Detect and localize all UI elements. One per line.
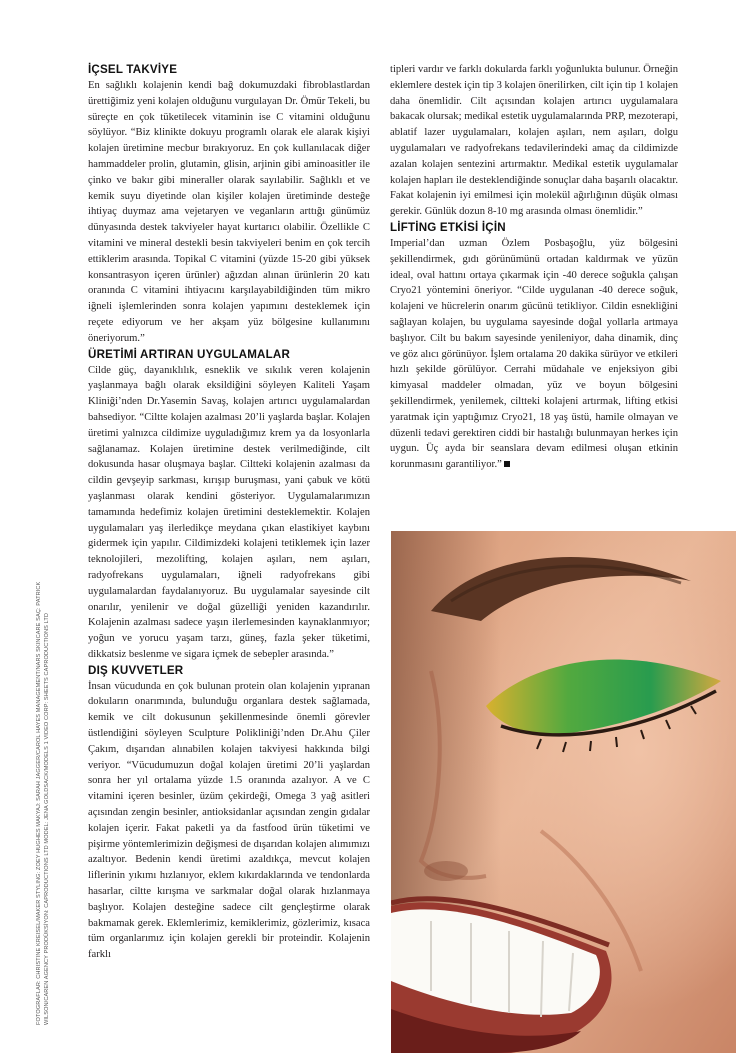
section-body-lifting-etkisi-text: Imperial’dan uzman Özlem Posbaşoğlu, yüz bölgesini şekillendirmek, gıdı görünümünü ortadan kaldırmak ve yüzün ideal, oval hattını ortaya çıkarmak için -40 derece soğukla çalışan Cryo21 yöntemini öneriyor. “Cilde uygulanan -40 derece soğuk, kolajeni ve hücrelerin onarım gücünü tetikliyor. Cildin esnekliğini sağlayan kolajen, bu uygulama sayesinde doğal yollarla artmaya başlıyor. Cilt bu bakım sayesinde yenileniyor, daha dinamik, dinç ve göz alıcı görünüyor. İşlem ortalama 20 dakika sürüyor ve etkileri hızlı şekilde görülüyor. Cerrahi müdahale ve enjeksiyon gibi kimyasal maddeler olmadan, yüz ve boyun bölgesini şekillendirmek, yenilemek, ciltteki kolajeni artırmak, lifting etkisi yaratmak için yaptığımız Cryo21, 18 yaş üstü, hamile olmayan ve düzenli tedavi gerektiren ciddi bir hastalığı bulunmayan herkes için uygun. Üç ayda bir seanslara devam edilmesi oluşan etkinin korunmasını garantiliyor.” [390, 237, 679, 471]
section-heading-uretimi-artiran: ÜRETİMİ ARTIRAN UYGULAMALAR [88, 347, 291, 361]
section-body-dis-kuvvetler: İnsan vücudunda en çok bulunan protein olan kolajenin yıpranan dokuların onarımında, bulunduğu organlara destek sağlamada, kemik ve cilt dokusunun şekillenmesinde önemli görevler üstlendiğini söyleyen Sculpture Polikliniği’nden Dr.Ahu Çiler Çakım, dışarıdan alınabilen kolajen takviyesi hakkında bilgi veriyor. “Vücudumuzun doğal kolajen üretimi 20’li yaşlardan sonra her yıl ortalama yüzde 1.5 oranında azalıyor. A ve C vitamini içeren besinler, üzüm çekirdeği, Omega 3 yağ asitleri açısından zengin besinler, antioksidanlar açısından zengin gıdalar kolajen içerir. Fakat paketli ya da fastfood ürün tüketimi ve pişirme yöntemlerimizin değişmesi de dışarıdan kolajen alımımızı azaltıyor. Bedenin kendi üretimi azaldıkça, mevcut kolajen liflerinin yıkımı hızlanıyor, eklem kıkırdaklarında ve tendonlarda hasarlar, ciltte kırışma ve sarkmalar doğal olarak hızlanmaya başlıyor. Kolajen desteğine sadece cilt gençleştirme olarak bakmamak gerek. Eklemlerimiz, kemiklerimiz, gözlerimiz, kısaca tüm organlarımız için kolajen gerekli bir proteindir. Kolajenin farklı [88, 680, 370, 961]
section-body-lifting-etkisi [390, 236, 678, 473]
section-heading-lifting-etkisi: LİFTİNG ETKİSİ İÇİN [390, 220, 506, 234]
photo-credit [36, 555, 66, 1025]
section-heading-dis-kuvvetler: DIŞ KUVVETLER [88, 663, 184, 677]
left-column [88, 62, 370, 963]
right-column [390, 62, 678, 473]
section-body-dis-kuvvetler-continued: tipleri vardır ve farklı dokularda farklı yoğunlukta bulunur. Örneğin eklemlere destek için tip 3 kolajen önerilirken, cilt için tip 1 kolajen daha önemlidir. Cilt açısından kolajen artırıcı uygulamalara bakacak olursak; medikal estetik uygulamalarında PRP, mezoterapi, ablatif lazer uygulamaları, kolajen aşıları, nem aşıları, dolgu uygulamaları ve radyofrekans tedavilerindeki amaç da cildimizde azalan kolajen sentezini artırmaktır. Medikal estetik uygulamalar kolajen hapları ile desteklendiğinde sonuçlar daha başarılı olacaktır. Fakat kolajenin iyi emilmesi için molekül ağırlığının düşük olması gerekir. Günlük dozun 8-10 mg arasında olması önemlidir.” [390, 64, 678, 218]
photo-credit-text: FOTOĞRAFLAR: CHRISTINE KREISEL/MAKER STYLING: ZOEY HUGHES MAKYAJ: SARAH JAGGER/CAROL HAYES MANAGEMENT/NARS SKINCARE SAÇ: PATRICK WILSON/CAREN AGENCY PRODÜKSİYON: CAPRODUCTIONS LTD MODEL: JENA GOLDSACK/MODELS 1 VIDEO CORP: SHEETS CAPRODUCTIONS LTD [36, 581, 50, 1025]
laughing-woman-photo [391, 531, 736, 1053]
section-body-icsel-takviye: En sağlıklı kolajenin kendi bağ dokumuzdaki fibroblastlardan ürettiğimiz yeni kolajen olduğunu vurgulayan Dr. Ömür Tekeli, bu süreçte en çok tüketilecek vitaminin ise C vitamini olduğunu söylüyor. “Biz klinikte dokuyu programlı olarak ele alarak kişiyi kolajen üretimine mecbur bırakıyoruz. En çok kullanılacak diğer hammaddeler prolin, glutamin, glisin, arjinin gibi aminoasitler ile çinko ve bakır gibi mineraller olarak sayılabilir. Sağlıklı et ve kemik suyu diyetinde olan kişiler kolajen üretiminde desteğe ihtiyaç duymaz ama vejetaryen ve veganların arttığı günümüz dünyasında destek takviyeler hayat kurtarıcı olabilir. Özellikle C vitamini ve mineral destekli besin takviyeleri benim en çok tercih ettiklerim arasında. Topikal C vitamini (yüzde 15-20 gibi yüksek konsantrasyon içeren ürünler) ağızdan alınan ürünlerin 20 katı oranında C vitamini ihtiyacını karşılayabildiğinden tüm mikro iğneli işlemlerinden sonra kolajen yapımını desteklemek için reçete ediyorum ve her akşam yüz bölgesine kullanımını öneriyorum.” [88, 80, 370, 344]
section-heading-icsel-takviye: İÇSEL TAKVİYE [88, 63, 178, 76]
section-body-uretimi-artiran: Cilde güç, dayanıklılık, esneklik ve sıkılık veren kolajenin yaşlanmaya bağlı olarak eksildiğini söyleyen Kaliteli Yaşam Kliniği’nden Dr.Yasemin Savaş, kolajen artırıcı uygulamalardan bahsediyor. “Ciltte kolajen azalması 20’li yaşlarda başlar. Kolajen üretimi yalnızca cildimize uyguladığımız krem ya da losyonlarla sağlanamaz. Kolajen üretimine destek verilmediğinde, cilt dokusunda hasar oluşmaya başlar. Ciltteki kolajenin azalması da cildin gevşeyip sarkması, kırışıp buruşması, yani çabuk ve kötü yaşlanması olarak kendini gösteriyor. Uygulamalarımızın tamamında hedefimiz kolajen üretimini desteklemektir. Kolajen uygulamaları yaş ilerledikçe meydana çıkan elastikiyet kaybını gidermek için yapılır. Cildimizdeki kolajeni tetiklemek için lazer teknolojileri, mezolifting, kolajen aşıları, nem aşıları, radyofrekans uygulamaları, iğneli radyofrekans gibi uygulamalardan faydalanıyoruz. Bu uygulamalar sayesinde cilt onarılır, yenilenir ve doğal güzelliği yeniden kazandırılır. Kolajenin azalması sadece yaşın ilerlemesinden kaynaklanmıyor; yoğun ve yorucu yaşam tarzı, güneş, fazla şeker tüketimi, dikkatsiz beslenme ve sigara içmek de sebepler arasında.” [88, 364, 370, 660]
end-mark-icon [504, 461, 510, 467]
